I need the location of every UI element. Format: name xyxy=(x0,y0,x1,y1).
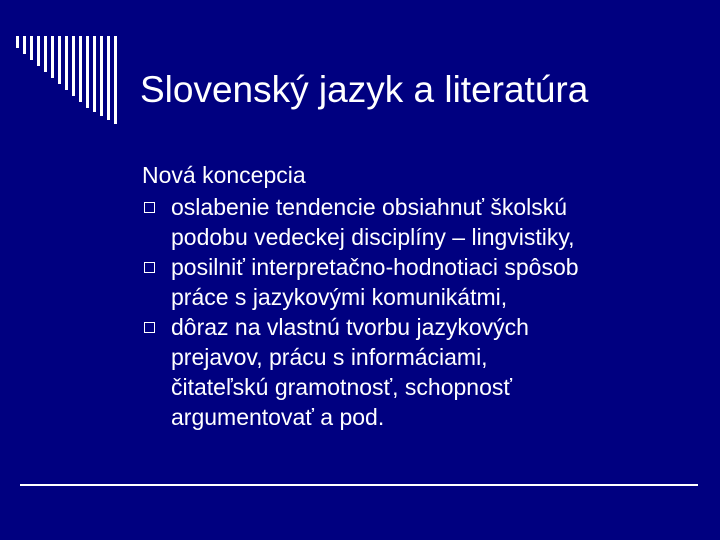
hollow-square-icon xyxy=(144,262,155,273)
hollow-square-icon xyxy=(144,322,155,333)
bullet-line: prejavov, prácu s informáciami, xyxy=(171,344,488,370)
bullet-line: posilniť interpretačno-hodnotiaci spôsob xyxy=(171,254,579,280)
bullet-item xyxy=(142,312,702,432)
bottom-divider xyxy=(20,484,698,486)
bullet-line: dôraz na vlastnú tvorbu jazykových xyxy=(171,314,529,340)
bullet-item xyxy=(142,252,702,312)
bullet-item xyxy=(142,192,702,252)
bullet-line: podobu vedeckej disciplíny – lingvistiky, xyxy=(171,224,575,250)
bullet-line: práce s jazykovými komunikátmi, xyxy=(171,284,508,310)
bullet-line: čitateľskú gramotnosť, schopnosť xyxy=(171,374,513,400)
bullet-line: argumentovať a pod. xyxy=(171,404,385,430)
slide-content xyxy=(142,160,702,432)
bullet-line: oslabenie tendencie obsiahnuť školskú xyxy=(171,194,568,220)
slide-title: Slovenský jazyk a literatúra xyxy=(140,69,589,110)
intro-text: Nová koncepcia xyxy=(142,162,306,188)
hollow-square-icon xyxy=(144,202,155,213)
